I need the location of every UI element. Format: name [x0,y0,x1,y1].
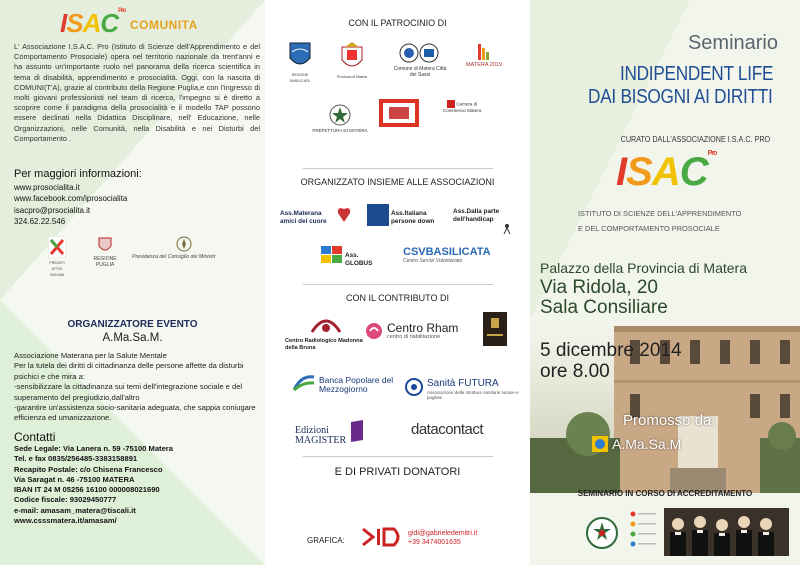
promoter-name: A.Ma.Sa.M [612,436,682,452]
section-divider [303,284,493,285]
section-divider [303,456,493,457]
contacts-list: Sede Legale: Via Lanera n. 59 -75100 Matera Tel. e fax 0835/256485-3383158891 Recapito Postale: c/o Chisena Francesco Via Saragat n. 46 -75100 MATERA IBAN IT 24 M 05256 16100 000008021690 Codice fiscale: 93029450777 e-mail: amasam_matera@tiscali.it www.csssmatera.it/amasam/ [14,444,173,526]
event-datetime: 5 dicembre 2014 ore 8.00 [540,340,682,382]
institutional-logos [40,236,260,276]
republic-emblem [585,516,619,555]
title-line-1: INDIPENDENT LIFE [619,63,773,85]
globus-logo: Ass. GLOBUS [345,252,373,267]
magister-logo: Edizioni MAGISTER [295,425,347,446]
datacontact-logo: datacontact [411,421,484,438]
left-panel [0,0,265,565]
associations-heading: ORGANIZZATO INSIEME ALLE ASSOCIAZIONI [300,177,495,187]
person-icon [501,222,513,240]
organizer-heading: ORGANIZZATORE EVENTO [67,319,198,330]
private-donors-heading: E DI PRIVATI DONATORI [334,466,461,478]
website-link[interactable]: www.prosocialita.it [14,183,80,192]
contact-email-link[interactable]: e-mail: amasam_matera@tiscali.it [14,505,136,515]
patronage-heading: CON IL PATROCINIO DI [348,18,447,28]
amici-del-cuore-logo: Ass.Materana amici del cuore [280,210,327,225]
radiologico-logo: Centro Radiologico Madonna della Bruna [285,338,363,351]
isac-logo-large: $ISAC^{Pro}$ [616,150,717,194]
accreditation-legend [630,510,658,554]
accreditation-note: SEMINARIO IN CORSO DI ACCREDITAMENTO [577,489,753,498]
contact-website-link[interactable]: www.csssmatera.it/amasam/ [14,516,117,526]
organizer-description: Associazione Materana per la Salute Mentale Per la tutela dei diritti di cittadinanza delle persone affette da disturbi psichici e che mira a: -sensibilizzare la cittadinanza sui temi dell'integrazione sociale e del superamento del pregiudizio,dall'altro -garantire un'assistenza socio-sanitaria adeguata, che sappia coniugare efficienza ed umanizzazione. [14,351,256,423]
organizer-name: A.Ma.Sa.M. [102,332,163,344]
facebook-link[interactable]: www.facebook.com/iprosocialita [14,194,128,204]
intro-text: L' Associazione I.S.A.C. Pro (Istituto di Scienze dell'Apprendimento e del Comportamento Prosociale) opera nel territorio nazionale da trent'anni e ha assunto un'importante ruolo nel panorama della ricerca scientifica in tema di disabilità, apprendimento e prosocialità. Oggi, con la nascita di COMUNI(T'A), grazie al contributo della Regione Puglia,e con l'ingresso di molti giovani professionisti nel team di ricerca, l'impegno si è diretto a scoprire come il paradigma della prosocialità e il modello TAP possono essere declinati nella Didattica Disciplinare, nell' Educazione, nelle Organizzazioni, nelle Comunità, nella Disabilità e nei Disturbi del Comportamento . [14,42,260,143]
globus-icon [321,246,343,269]
contacts-heading: Contatti [14,430,56,444]
aipd-logo [367,204,389,226]
comune-matera-logo: Comune di Matera Città dei Sassi [393,42,447,78]
email-link[interactable]: isacpro@prsocialita.it [14,205,91,215]
camera-commercio-logo: Camera di Commercio Matera [442,101,482,113]
graphics-email-link[interactable]: gidi@gabrieledemitri.it [408,530,478,537]
presidenza-logo: Presidenza del Consiglio dei Ministri [132,236,260,260]
right-panel [530,0,800,565]
more-info-title: Per maggiori informazioni: [14,168,142,180]
institute-name: ISTITUTO DI SCIENZE DELL'APPRENDIMENTO E DEL COMPORTAMENTO PROSOCIALE [578,209,742,233]
provincia-matera-logo: Provincia di Matera [337,42,367,80]
gidi-logo [361,526,405,553]
prefettura-logo: PREFETTURA DI MATERA [310,104,370,134]
radiologico-icon [309,314,343,341]
event-location: Palazzo della Provincia di Matera Via Ridola, 20 Sala Consiliare [540,260,747,318]
dalla-parte-logo: Ass.Dalla parte dell'handicap [453,208,500,223]
asl-logo [373,98,425,130]
isac-logo: $ISAC^{Pro}$ [60,8,126,38]
regione-basilicata-logo: REGIONE BASILICATA [285,42,315,84]
contribution-heading: CON IL CONTRIBUTO DI [345,293,449,303]
sanita-futura-icon [405,378,423,401]
section-divider [303,168,493,169]
heart-icon [337,204,351,229]
amasam-icon [592,436,608,457]
graphics-label: GRAFICA: [307,536,345,545]
graphics-contact: gidi@gabrieledemitri.it +39 3474001635 [408,530,478,546]
curated-by: CURATO DALL'ASSOCIAZIONE I.S.A.C. PRO [620,135,770,144]
rham-icon [365,322,383,345]
regione-puglia-logo: REGIONE PUGLIA [88,236,122,268]
sanita-futura-logo: Sanità FUTURA Associazione delle strutture sanitarie lucane e pugliesi [427,378,519,400]
title-line-2: DAI BISOGNI AI DIRITTI [588,86,773,108]
more-info-list [14,182,127,227]
principi-attivi-logo: PRINCIPI ATTIVI GIOVANI [48,236,66,278]
persone-down-logo: Ass.Italiana persone down [391,210,435,225]
gennaro-logo [483,312,507,346]
bpm-icon [293,374,315,397]
matera-2019-logo: MATERA 2019 [459,44,509,68]
centro-rham-logo: Centro Rham centro di riabilitazione [387,321,459,340]
phone-number: 324.62.22.546 [14,216,66,226]
seminar-label: Seminario [687,32,778,54]
csv-basilicata-logo: CSVBASILICATA Centro Servizi Volontariato [403,246,491,264]
promoted-by-label: Promosso da: [623,412,716,429]
comunita-logo: COMUNITA [130,18,198,32]
group-photo [664,508,789,556]
banca-popolare-logo: Banca Popolare del Mezzogiorno [319,375,394,394]
middle-panel [265,0,530,565]
